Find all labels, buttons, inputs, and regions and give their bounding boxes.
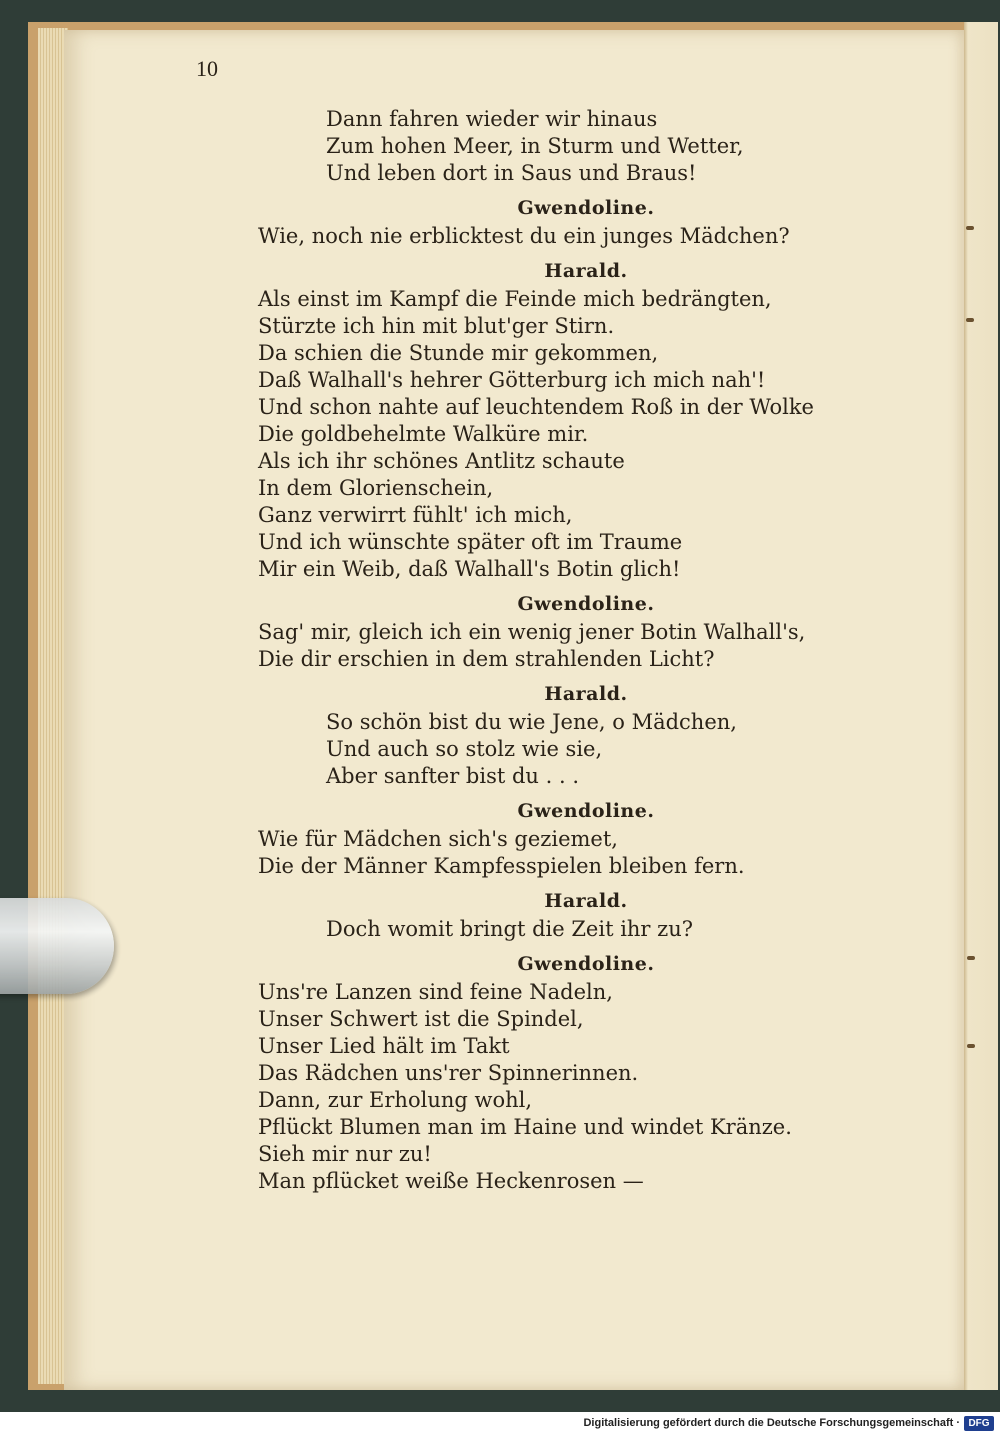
verse-line: Die goldbehelmte Walküre mir. bbox=[258, 422, 589, 446]
verse-line: Wie für Mädchen sich's geziemet, bbox=[258, 827, 618, 851]
verse-line: Uns're Lanzen sind feine Nadeln, bbox=[258, 980, 613, 1004]
verse-line: Sag' mir, gleich ich ein wenig jener Botin Walhall's, bbox=[258, 620, 806, 644]
verse-line: Man pflücket weiße Heckenrosen — bbox=[258, 1169, 644, 1193]
binding-mark bbox=[966, 318, 974, 322]
facing-page-edge bbox=[964, 22, 998, 1390]
verse-line: Die dir erschien in dem strahlenden Licht? bbox=[258, 647, 715, 671]
stanza bbox=[258, 591, 878, 673]
verse-line: Unser Schwert ist die Spindel, bbox=[258, 1007, 584, 1031]
stanza bbox=[258, 195, 878, 250]
binding-mark bbox=[967, 956, 975, 960]
stanza bbox=[258, 798, 878, 880]
verse-line: In dem Glorienschein, bbox=[258, 476, 494, 500]
verse-line: Das Rädchen uns'rer Spinnerinnen. bbox=[258, 1061, 639, 1085]
speaker-name: Gwendoline. bbox=[517, 800, 655, 822]
speaker-name: Gwendoline. bbox=[517, 953, 655, 975]
libretto-text bbox=[258, 106, 878, 1195]
verse-line: So schön bist du wie Jene, o Mädchen, bbox=[326, 710, 737, 734]
speaker-name: Gwendoline. bbox=[517, 197, 655, 219]
speaker-name: Gwendoline. bbox=[517, 593, 655, 615]
binding-mark bbox=[966, 226, 974, 230]
verse-line: Da schien die Stunde mir gekommen, bbox=[258, 341, 659, 365]
speaker-name: Harald. bbox=[544, 683, 628, 705]
binding-mark bbox=[967, 1044, 975, 1048]
stanza bbox=[258, 106, 878, 187]
verse-line: Als einst im Kampf die Feinde mich bedrängten, bbox=[258, 287, 772, 311]
verse-line: Als ich ihr schönes Antlitz schaute bbox=[258, 449, 625, 473]
verse-line: Stürzte ich hin mit blut'ger Stirn. bbox=[258, 314, 615, 338]
verse-line: Dann, zur Erholung wohl, bbox=[258, 1088, 533, 1112]
speaker-name: Harald. bbox=[544, 260, 628, 282]
verse-line: Und ich wünschte später oft im Traume bbox=[258, 530, 683, 554]
footer-bar bbox=[0, 1412, 1000, 1435]
page-number: 10 bbox=[196, 56, 218, 81]
verse-line: Und leben dort in Saus und Braus! bbox=[326, 161, 697, 185]
stanza bbox=[258, 951, 878, 1195]
stanza bbox=[258, 681, 878, 790]
verse-line: Und schon nahte auf leuchtendem Roß in der Wolke bbox=[258, 395, 814, 419]
verse-line: Sieh mir nur zu! bbox=[258, 1142, 432, 1166]
verse-line: Ganz verwirrt fühlt' ich mich, bbox=[258, 503, 573, 527]
page-holder-clip bbox=[0, 898, 114, 994]
verse-line: Pflückt Blumen man im Haine und windet Kränze. bbox=[258, 1115, 792, 1139]
dfg-logo-icon: DFG bbox=[964, 1416, 994, 1431]
verse-line: Unser Lied hält im Takt bbox=[258, 1034, 510, 1058]
verse-line: Und auch so stolz wie sie, bbox=[326, 737, 603, 761]
verse-line: Doch womit bringt die Zeit ihr zu? bbox=[326, 917, 693, 941]
verse-line: Mir ein Weib, daß Walhall's Botin glich! bbox=[258, 557, 681, 581]
funding-credit: Digitalisierung gefördert durch die Deutsche Forschungsgemeinschaft · bbox=[583, 1417, 960, 1429]
verse-line: Zum hohen Meer, in Sturm und Wetter, bbox=[326, 134, 744, 158]
verse-line: Aber sanfter bist du . . . bbox=[326, 764, 579, 788]
verse-line: Wie, noch nie erblicktest du ein junges Mädchen? bbox=[258, 224, 790, 248]
verse-line: Daß Walhall's hehrer Götterburg ich mich nah'! bbox=[258, 368, 766, 392]
stanza bbox=[258, 258, 878, 583]
stanza bbox=[258, 888, 878, 943]
verse-line: Die der Männer Kampfesspielen bleiben fern. bbox=[258, 854, 745, 878]
speaker-name: Harald. bbox=[544, 890, 628, 912]
verse-line: Dann fahren wieder wir hinaus bbox=[326, 107, 658, 131]
